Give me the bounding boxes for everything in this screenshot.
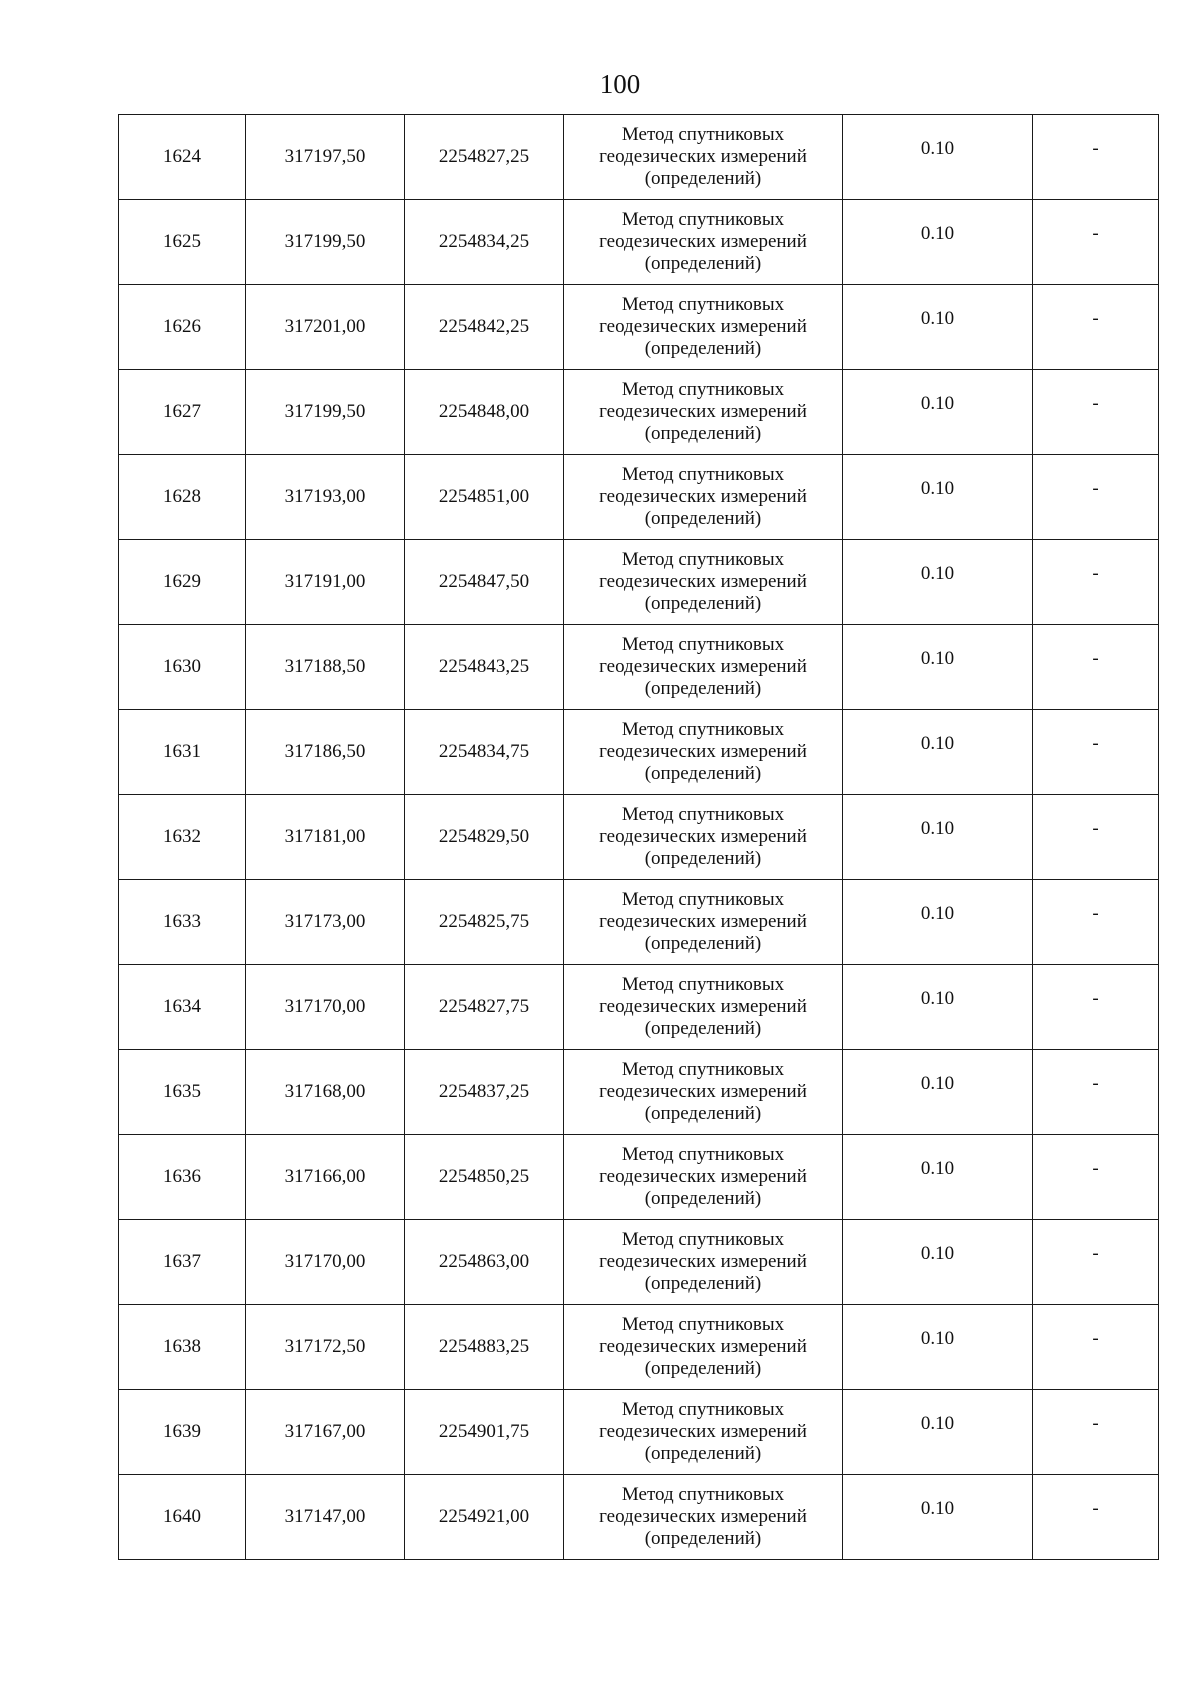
method-line: (определений) xyxy=(644,423,762,444)
note-cell xyxy=(1033,115,1159,200)
point-number-cell: 1638 xyxy=(119,1305,246,1390)
method-line: Метод спутниковых xyxy=(621,294,785,315)
accuracy-cell xyxy=(843,710,1033,795)
point-number-cell: 1630 xyxy=(119,625,246,710)
method-line: Метод спутниковых xyxy=(621,804,785,825)
accuracy-value: 0.10 xyxy=(920,648,955,669)
note-cell xyxy=(1033,455,1159,540)
x-coordinate-cell: 317188,50 xyxy=(246,625,405,710)
method-line: геодезических измерений xyxy=(599,1421,807,1442)
accuracy-value: 0.10 xyxy=(920,393,955,414)
method-cell xyxy=(564,1220,843,1305)
accuracy-value: 0.10 xyxy=(920,818,955,839)
method-line: Метод спутниковых xyxy=(621,719,785,740)
accuracy-cell xyxy=(843,285,1033,370)
method-line: геодезических измерений xyxy=(599,1081,807,1102)
x-coordinate-cell: 317197,50 xyxy=(246,115,405,200)
y-coordinate-cell: 2254901,75 xyxy=(405,1390,564,1475)
x-coordinate-cell: 317199,50 xyxy=(246,200,405,285)
note-cell xyxy=(1033,1475,1159,1560)
table-row xyxy=(119,370,1159,455)
method-cell xyxy=(564,1390,843,1475)
method-line: геодезических измерений xyxy=(599,486,807,507)
accuracy-cell xyxy=(843,965,1033,1050)
method-line: геодезических измерений xyxy=(599,996,807,1017)
method-line: Метод спутниковых xyxy=(621,1314,785,1335)
table-row xyxy=(119,1305,1159,1390)
x-coordinate-cell: 317166,00 xyxy=(246,1135,405,1220)
accuracy-cell xyxy=(843,880,1033,965)
method-line: (определений) xyxy=(644,593,762,614)
note-value: - xyxy=(1092,903,1099,924)
method-line: (определений) xyxy=(644,1188,762,1209)
x-coordinate-cell: 317170,00 xyxy=(246,965,405,1050)
method-cell xyxy=(564,880,843,965)
method-line: (определений) xyxy=(644,678,762,699)
table-row xyxy=(119,200,1159,285)
table-row xyxy=(119,1050,1159,1135)
y-coordinate-cell: 2254829,50 xyxy=(405,795,564,880)
table-row xyxy=(119,1135,1159,1220)
note-value: - xyxy=(1092,563,1099,584)
x-coordinate-cell: 317173,00 xyxy=(246,880,405,965)
y-coordinate-cell: 2254827,25 xyxy=(405,115,564,200)
table-row xyxy=(119,1475,1159,1560)
note-value: - xyxy=(1092,1073,1099,1094)
accuracy-cell xyxy=(843,1390,1033,1475)
method-line: (определений) xyxy=(644,763,762,784)
accuracy-value: 0.10 xyxy=(920,563,955,584)
note-value: - xyxy=(1092,1243,1099,1264)
method-cell xyxy=(564,1135,843,1220)
y-coordinate-cell: 2254837,25 xyxy=(405,1050,564,1135)
point-number-cell: 1637 xyxy=(119,1220,246,1305)
accuracy-cell xyxy=(843,540,1033,625)
method-line: геодезических измерений xyxy=(599,1506,807,1527)
accuracy-cell xyxy=(843,1305,1033,1390)
point-number-cell: 1624 xyxy=(119,115,246,200)
method-line: (определений) xyxy=(644,1103,762,1124)
method-line: (определений) xyxy=(644,168,762,189)
note-value: - xyxy=(1092,818,1099,839)
method-line: (определений) xyxy=(644,848,762,869)
table-body xyxy=(119,115,1159,1560)
accuracy-cell xyxy=(843,1135,1033,1220)
accuracy-value: 0.10 xyxy=(920,223,955,244)
point-number-cell: 1634 xyxy=(119,965,246,1050)
point-number-cell: 1627 xyxy=(119,370,246,455)
method-line: Метод спутниковых xyxy=(621,464,785,485)
method-line: геодезических измерений xyxy=(599,401,807,422)
accuracy-value: 0.10 xyxy=(920,308,955,329)
method-line: Метод спутниковых xyxy=(621,1229,785,1250)
note-cell xyxy=(1033,965,1159,1050)
point-number-cell: 1631 xyxy=(119,710,246,795)
table-row xyxy=(119,1390,1159,1475)
point-number-cell: 1626 xyxy=(119,285,246,370)
x-coordinate-cell: 317191,00 xyxy=(246,540,405,625)
method-line: геодезических измерений xyxy=(599,1336,807,1357)
x-coordinate-cell: 317147,00 xyxy=(246,1475,405,1560)
method-line: геодезических измерений xyxy=(599,741,807,762)
accuracy-cell xyxy=(843,115,1033,200)
accuracy-cell xyxy=(843,795,1033,880)
method-cell xyxy=(564,625,843,710)
y-coordinate-cell: 2254827,75 xyxy=(405,965,564,1050)
point-number-cell: 1632 xyxy=(119,795,246,880)
y-coordinate-cell: 2254921,00 xyxy=(405,1475,564,1560)
accuracy-cell xyxy=(843,370,1033,455)
method-line: геодезических измерений xyxy=(599,571,807,592)
point-number-cell: 1640 xyxy=(119,1475,246,1560)
x-coordinate-cell: 317181,00 xyxy=(246,795,405,880)
note-value: - xyxy=(1092,138,1099,159)
x-coordinate-cell: 317201,00 xyxy=(246,285,405,370)
method-line: Метод спутниковых xyxy=(621,209,785,230)
method-line: геодезических измерений xyxy=(599,1166,807,1187)
note-value: - xyxy=(1092,478,1099,499)
table-row xyxy=(119,710,1159,795)
method-line: (определений) xyxy=(644,1528,762,1549)
point-number-cell: 1628 xyxy=(119,455,246,540)
method-line: геодезических измерений xyxy=(599,316,807,337)
note-cell xyxy=(1033,1220,1159,1305)
coordinates-table xyxy=(118,114,1159,1560)
method-cell xyxy=(564,1475,843,1560)
method-line: (определений) xyxy=(644,508,762,529)
method-cell xyxy=(564,370,843,455)
note-cell xyxy=(1033,540,1159,625)
note-cell xyxy=(1033,285,1159,370)
y-coordinate-cell: 2254850,25 xyxy=(405,1135,564,1220)
accuracy-value: 0.10 xyxy=(920,478,955,499)
note-cell xyxy=(1033,1135,1159,1220)
method-line: Метод спутниковых xyxy=(621,634,785,655)
note-value: - xyxy=(1092,648,1099,669)
method-cell xyxy=(564,455,843,540)
accuracy-value: 0.10 xyxy=(920,1413,955,1434)
method-cell xyxy=(564,115,843,200)
accuracy-cell xyxy=(843,625,1033,710)
note-value: - xyxy=(1092,1413,1099,1434)
x-coordinate-cell: 317170,00 xyxy=(246,1220,405,1305)
note-value: - xyxy=(1092,1158,1099,1179)
x-coordinate-cell: 317168,00 xyxy=(246,1050,405,1135)
method-line: Метод спутниковых xyxy=(621,1484,785,1505)
y-coordinate-cell: 2254883,25 xyxy=(405,1305,564,1390)
method-line: геодезических измерений xyxy=(599,656,807,677)
x-coordinate-cell: 317193,00 xyxy=(246,455,405,540)
method-line: (определений) xyxy=(644,253,762,274)
method-cell xyxy=(564,1050,843,1135)
note-value: - xyxy=(1092,223,1099,244)
y-coordinate-cell: 2254834,25 xyxy=(405,200,564,285)
y-coordinate-cell: 2254848,00 xyxy=(405,370,564,455)
y-coordinate-cell: 2254834,75 xyxy=(405,710,564,795)
method-line: (определений) xyxy=(644,1273,762,1294)
note-cell xyxy=(1033,1390,1159,1475)
accuracy-value: 0.10 xyxy=(920,1158,955,1179)
point-number-cell: 1629 xyxy=(119,540,246,625)
method-cell xyxy=(564,200,843,285)
note-cell xyxy=(1033,1305,1159,1390)
x-coordinate-cell: 317186,50 xyxy=(246,710,405,795)
method-line: геодезических измерений xyxy=(599,826,807,847)
accuracy-value: 0.10 xyxy=(920,988,955,1009)
table-row xyxy=(119,625,1159,710)
accuracy-value: 0.10 xyxy=(920,1243,955,1264)
method-line: (определений) xyxy=(644,1443,762,1464)
accuracy-value: 0.10 xyxy=(920,903,955,924)
accuracy-value: 0.10 xyxy=(920,733,955,754)
table-row xyxy=(119,455,1159,540)
method-line: геодезических измерений xyxy=(599,231,807,252)
method-line: Метод спутниковых xyxy=(621,379,785,400)
y-coordinate-cell: 2254851,00 xyxy=(405,455,564,540)
page-number: 100 xyxy=(599,69,641,99)
point-number-cell: 1636 xyxy=(119,1135,246,1220)
method-line: (определений) xyxy=(644,1018,762,1039)
note-cell xyxy=(1033,880,1159,965)
y-coordinate-cell: 2254825,75 xyxy=(405,880,564,965)
method-line: (определений) xyxy=(644,338,762,359)
method-cell xyxy=(564,285,843,370)
point-number-cell: 1639 xyxy=(119,1390,246,1475)
note-cell xyxy=(1033,1050,1159,1135)
accuracy-cell xyxy=(843,1475,1033,1560)
accuracy-cell xyxy=(843,200,1033,285)
note-cell xyxy=(1033,710,1159,795)
table-row xyxy=(119,285,1159,370)
y-coordinate-cell: 2254843,25 xyxy=(405,625,564,710)
point-number-cell: 1625 xyxy=(119,200,246,285)
y-coordinate-cell: 2254847,50 xyxy=(405,540,564,625)
table-row xyxy=(119,115,1159,200)
method-line: Метод спутниковых xyxy=(621,974,785,995)
method-cell xyxy=(564,965,843,1050)
method-line: геодезических измерений xyxy=(599,1251,807,1272)
method-line: (определений) xyxy=(644,933,762,954)
note-value: - xyxy=(1092,988,1099,1009)
accuracy-value: 0.10 xyxy=(920,1498,955,1519)
method-line: Метод спутниковых xyxy=(621,889,785,910)
y-coordinate-cell: 2254863,00 xyxy=(405,1220,564,1305)
method-cell xyxy=(564,710,843,795)
note-value: - xyxy=(1092,1328,1099,1349)
method-line: Метод спутниковых xyxy=(621,1399,785,1420)
x-coordinate-cell: 317172,50 xyxy=(246,1305,405,1390)
method-line: Метод спутниковых xyxy=(621,1144,785,1165)
accuracy-value: 0.10 xyxy=(920,1328,955,1349)
accuracy-cell xyxy=(843,455,1033,540)
accuracy-cell xyxy=(843,1220,1033,1305)
note-cell xyxy=(1033,625,1159,710)
x-coordinate-cell: 317199,50 xyxy=(246,370,405,455)
method-cell xyxy=(564,795,843,880)
table-row xyxy=(119,965,1159,1050)
accuracy-cell xyxy=(843,1050,1033,1135)
table-row xyxy=(119,880,1159,965)
y-coordinate-cell: 2254842,25 xyxy=(405,285,564,370)
accuracy-value: 0.10 xyxy=(920,138,955,159)
note-value: - xyxy=(1092,1498,1099,1519)
method-line: Метод спутниковых xyxy=(621,1059,785,1080)
method-line: Метод спутниковых xyxy=(621,124,785,145)
table-row xyxy=(119,540,1159,625)
note-value: - xyxy=(1092,393,1099,414)
method-line: геодезических измерений xyxy=(599,911,807,932)
method-line: геодезических измерений xyxy=(599,146,807,167)
note-cell xyxy=(1033,370,1159,455)
method-cell xyxy=(564,540,843,625)
table-row xyxy=(119,1220,1159,1305)
note-value: - xyxy=(1092,308,1099,329)
point-number-cell: 1633 xyxy=(119,880,246,965)
method-line: (определений) xyxy=(644,1358,762,1379)
point-number-cell: 1635 xyxy=(119,1050,246,1135)
note-cell xyxy=(1033,200,1159,285)
note-value: - xyxy=(1092,733,1099,754)
method-line: Метод спутниковых xyxy=(621,549,785,570)
table-row xyxy=(119,795,1159,880)
note-cell xyxy=(1033,795,1159,880)
method-cell xyxy=(564,1305,843,1390)
x-coordinate-cell: 317167,00 xyxy=(246,1390,405,1475)
accuracy-value: 0.10 xyxy=(920,1073,955,1094)
